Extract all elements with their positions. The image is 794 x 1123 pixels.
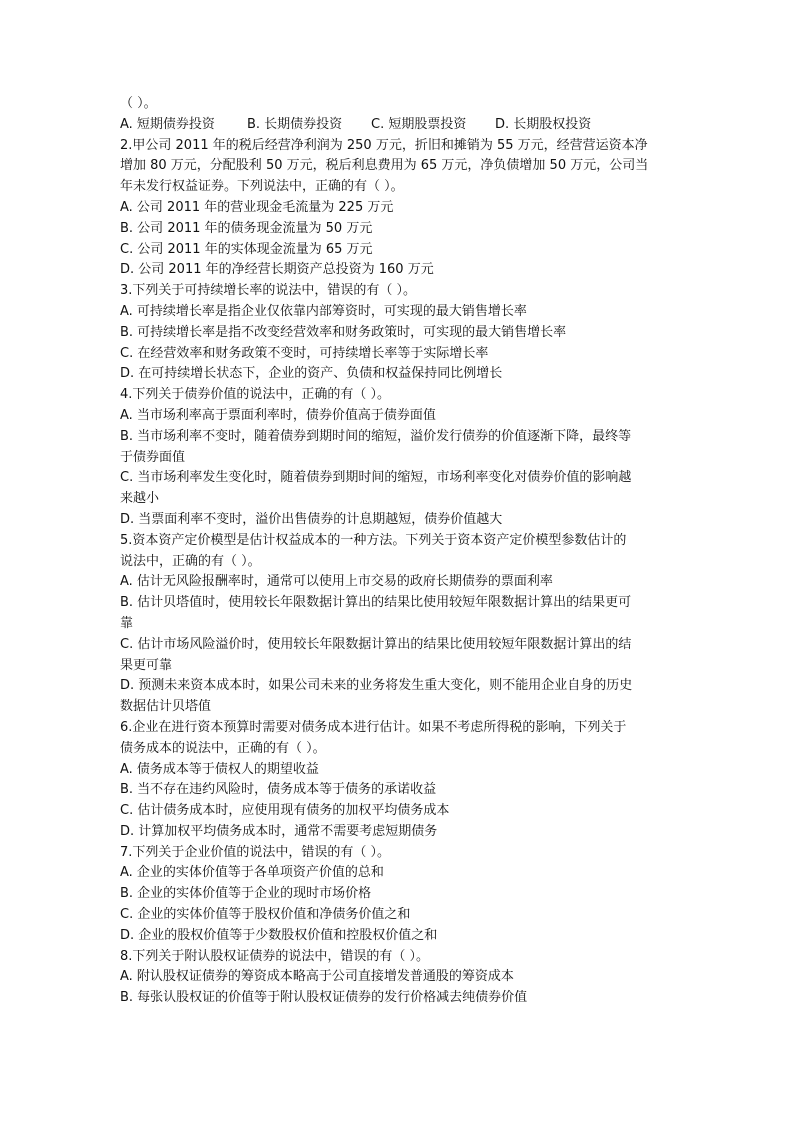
question-1-options <box>120 115 676 136</box>
q1-option-a: A. 短期债券投资 <box>120 116 215 132</box>
question-2-stem-line: 2.甲公司 2011 年的税后经营净利润为 250 万元，折旧和摊销为 55 万元，经营营运资本净 <box>120 137 648 153</box>
q1-option-d: D. 长期股权投资 <box>495 116 592 132</box>
q7-option-b: B. 企业的实体价值等于企业的现时市场价格 <box>120 886 372 902</box>
q5-option-d-line: D. 预测未来资本成本时，如果公司未来的业务将发生重大变化，则不能用企业自身的历史 <box>120 678 633 694</box>
q4-option-b-line: 于债券面值 <box>120 449 186 465</box>
q3-option-c: C. 在经营效率和财务政策不变时，可持续增长率等于实际增长率 <box>120 345 489 361</box>
question-2-stem-line: 年未发行权益证券。下列说法中，正确的有（ ）。 <box>120 179 404 195</box>
q7-option-d: D. 企业的股权价值等于少数股权价值和控股权价值之和 <box>120 927 438 943</box>
question-6-stem-line: 6.企业在进行资本预算时需要对债务成本进行估计。如果不考虑所得税的影响，下列关于 <box>120 719 627 735</box>
q7-option-a: A. 企业的实体价值等于各单项资产价值的总和 <box>120 865 384 881</box>
q6-option-a: A. 债务成本等于债权人的期望收益 <box>120 761 319 777</box>
q5-option-a: A. 估计无风险报酬率时，通常可以使用上市交易的政府长期债券的票面利率 <box>120 574 553 590</box>
q8-option-b: B. 每张认股权证的价值等于附认股权证债券的发行价格减去纯债券价值 <box>120 990 528 1006</box>
question-2-stem-line: 增加 80 万元，分配股利 50 万元，税后利息费用为 65 万元，净负债增加 50 万元，公司当 <box>120 158 649 174</box>
q4-option-c-line: 来越小 <box>120 491 160 507</box>
q5-option-c-line: C. 估计市场风险溢价时，使用较长年限数据计算出的结果比使用较短年限数据计算出的结 <box>120 636 632 652</box>
question-1-tail: （ ）。 <box>120 96 157 111</box>
q4-option-d: D. 当票面利率不变时，溢价出售债券的计息期越短，债券价值越大 <box>120 511 503 527</box>
question-4-stem: 4.下列关于债券价值的说法中，正确的有（ ）。 <box>120 387 391 403</box>
q5-option-c-line: 果更可靠 <box>120 657 173 673</box>
q4-option-b-line: B. 当市场利率不变时，随着债券到期时间的缩短，溢价发行债券的价值逐渐下降，最终等 <box>120 428 632 444</box>
q1-option-b: B. 长期债券投资 <box>247 116 343 132</box>
question-6-stem-line: 债务成本的说法中，正确的有（ ）。 <box>120 740 326 756</box>
q2-option-a: A. 公司 2011 年的营业现金毛流量为 225 万元 <box>120 199 394 215</box>
q6-option-c: C. 估计债务成本时，应使用现有债务的加权平均债务成本 <box>120 803 450 819</box>
question-5-stem-line: 5.资本资产定价模型是估计权益成本的一种方法。下列关于资本资产定价模型参数估计的 <box>120 532 627 548</box>
question-8-stem: 8.下列关于附认股权证债券的说法中，错误的有（ ）。 <box>120 948 430 964</box>
q5-option-d-line: 数据估计贝塔值 <box>120 699 212 715</box>
question-3-stem: 3.下列关于可持续增长率的说法中，错误的有（ ）。 <box>120 283 417 299</box>
q3-option-b: B. 可持续增长率是指不改变经营效率和财务政策时，可实现的最大销售增长率 <box>120 324 567 340</box>
q4-option-c-line: C. 当市场利率发生变化时，随着债券到期时间的缩短，市场利率变化对债券价值的影响越 <box>120 470 632 486</box>
q5-option-b-line: 靠 <box>120 615 134 631</box>
q5-option-b-line: B. 估计贝塔值时，使用较长年限数据计算出的结果比使用较短年限数据计算出的结果更可 <box>120 595 632 611</box>
q2-option-d: D. 公司 2011 年的净经营长期资产总投资为 160 万元 <box>120 262 434 278</box>
q3-option-d: D. 在可持续增长状态下，企业的资产、负债和权益保持同比例增长 <box>120 366 503 382</box>
q2-option-b: B. 公司 2011 年的债务现金流量为 50 万元 <box>120 220 373 236</box>
q6-option-b: B. 当不存在违约风险时，债务成本等于债务的承诺收益 <box>120 782 437 798</box>
q6-option-d: D. 计算加权平均债务成本时，通常不需要考虑短期债务 <box>120 823 438 839</box>
question-text-block <box>120 94 676 1009</box>
question-5-stem-line: 说法中，正确的有（ ）。 <box>120 553 261 569</box>
question-7-stem: 7.下列关于企业价值的说法中，错误的有（ ）。 <box>120 844 391 860</box>
q7-option-c: C. 企业的实体价值等于股权价值和净债务价值之和 <box>120 907 411 923</box>
q2-option-c: C. 公司 2011 年的实体现金流量为 65 万元 <box>120 241 373 257</box>
q3-option-a: A. 可持续增长率是指企业仅依靠内部筹资时，可实现的最大销售增长率 <box>120 303 527 319</box>
q1-option-c: C. 短期股票投资 <box>371 116 467 132</box>
q8-option-a: A. 附认股权证债券的筹资成本略高于公司直接增发普通股的筹资成本 <box>120 969 514 985</box>
q4-option-a: A. 当市场利率高于票面利率时，债券价值高于债券面值 <box>120 407 436 423</box>
